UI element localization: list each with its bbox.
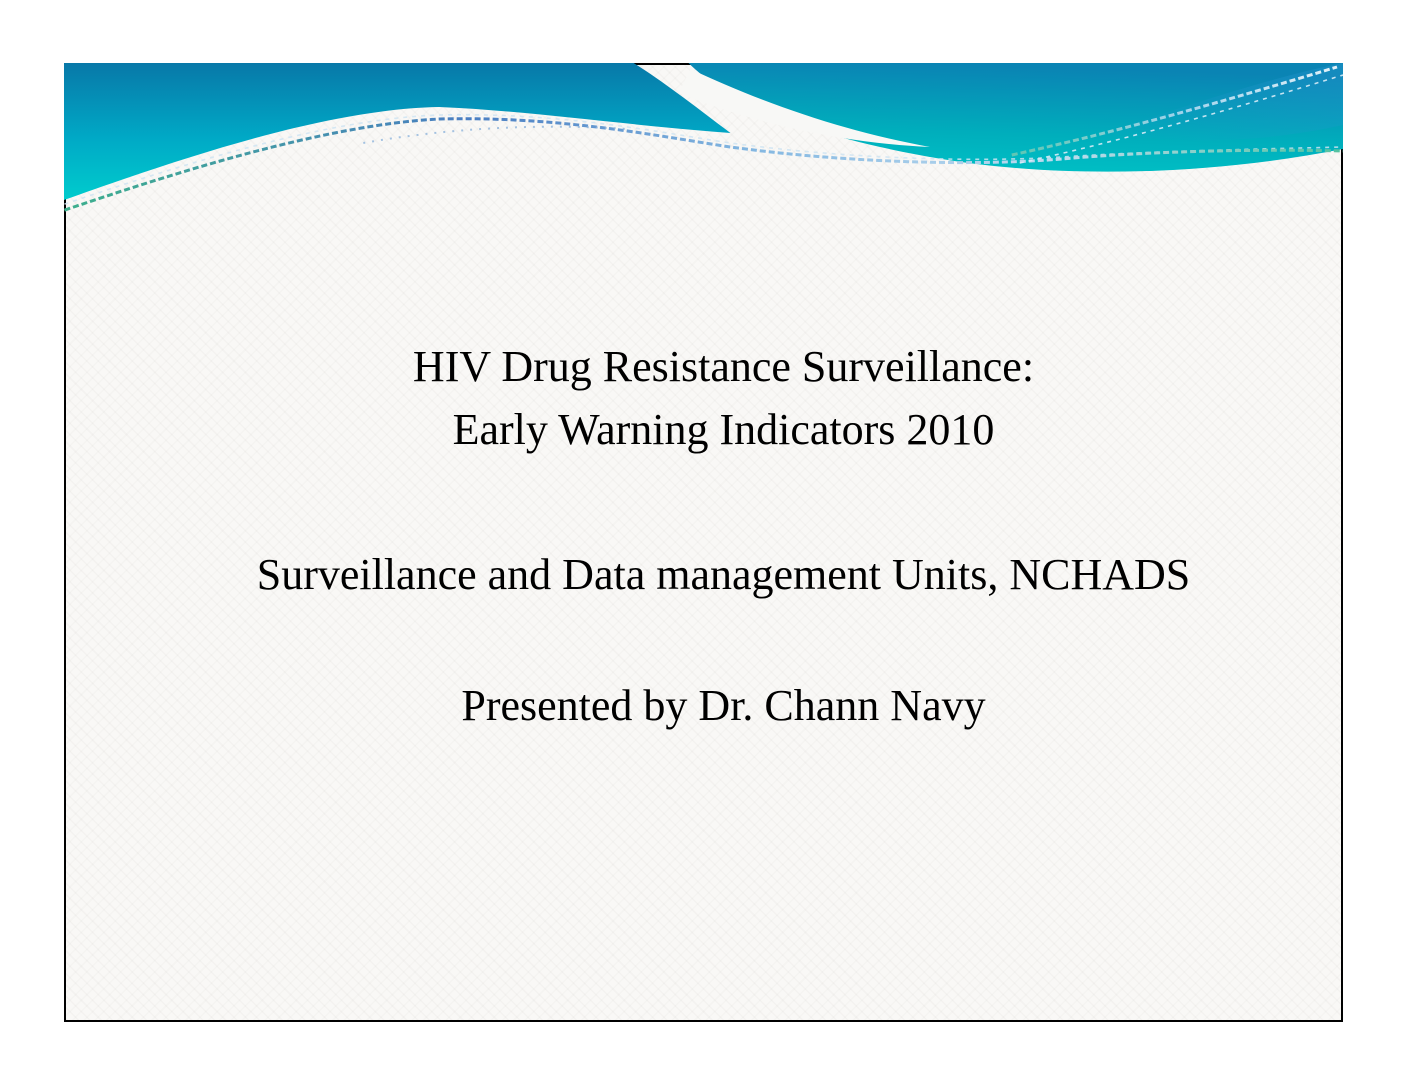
slide [64,63,1343,1022]
presenter: Presented by Dr. Chann Navy [461,681,986,730]
title-line-1: HIV Drug Resistance Surveillance: [412,342,1035,391]
title-line-2: Early Warning Indicators 2010 [452,405,995,454]
slide-text-block [66,65,1341,1020]
subtitle: Surveillance and Data management Units, NCHADS [256,550,1191,599]
